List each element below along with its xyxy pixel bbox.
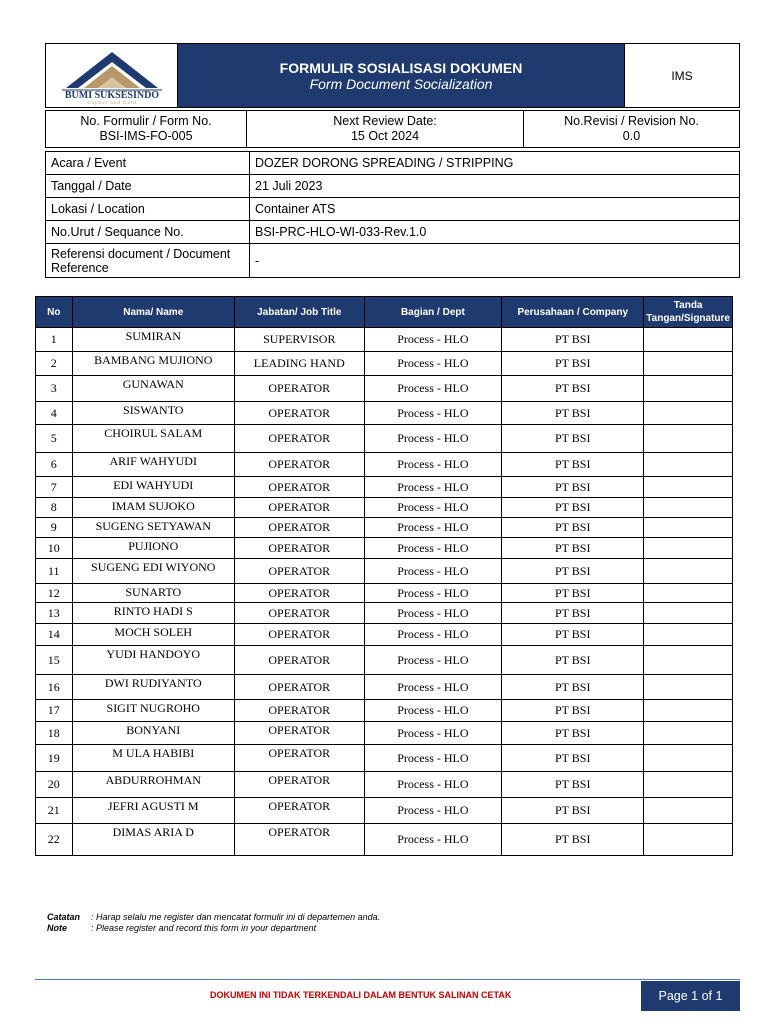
row-job-title: OPERATOR bbox=[234, 624, 364, 646]
info-row bbox=[46, 244, 740, 278]
row-signature bbox=[644, 603, 733, 624]
row-signature bbox=[644, 453, 733, 477]
table-row bbox=[36, 700, 733, 722]
row-job-title: OPERATOR bbox=[234, 603, 364, 624]
row-number: 3 bbox=[36, 376, 73, 402]
row-name: BONYANI bbox=[72, 722, 234, 745]
table-header-row bbox=[36, 297, 733, 328]
row-number: 18 bbox=[36, 722, 73, 745]
row-number: 16 bbox=[36, 675, 73, 700]
row-name: YUDI HANDOYO bbox=[72, 646, 234, 675]
row-dept: Process - HLO bbox=[364, 745, 502, 772]
row-job-title: OPERATOR bbox=[234, 675, 364, 700]
row-name: JEFRI AGUSTI M bbox=[72, 798, 234, 824]
row-number: 11 bbox=[36, 559, 73, 584]
row-name: RINTO HADI S bbox=[72, 603, 234, 624]
row-signature bbox=[644, 477, 733, 498]
info-row bbox=[46, 221, 740, 244]
row-company: PT BSI bbox=[502, 425, 644, 453]
row-signature bbox=[644, 722, 733, 745]
row-job-title: SUPERVISOR bbox=[234, 328, 364, 352]
table-row bbox=[36, 745, 733, 772]
row-company: PT BSI bbox=[502, 824, 644, 856]
table-row bbox=[36, 584, 733, 603]
row-dept: Process - HLO bbox=[364, 700, 502, 722]
row-number: 10 bbox=[36, 538, 73, 559]
row-name: SUGENG SETYAWAN bbox=[72, 518, 234, 538]
info-value: 21 Juli 2023 bbox=[250, 175, 740, 198]
row-signature bbox=[644, 376, 733, 402]
table-row bbox=[36, 477, 733, 498]
row-job-title: OPERATOR bbox=[234, 700, 364, 722]
note-label-en: Note bbox=[47, 923, 67, 933]
document-header bbox=[45, 43, 740, 108]
row-name: IMAM SUJOKO bbox=[72, 498, 234, 518]
row-job-title: OPERATOR bbox=[234, 518, 364, 538]
row-company: PT BSI bbox=[502, 603, 644, 624]
table-row bbox=[36, 624, 733, 646]
row-dept: Process - HLO bbox=[364, 559, 502, 584]
row-company: PT BSI bbox=[502, 646, 644, 675]
row-signature bbox=[644, 352, 733, 376]
row-dept: Process - HLO bbox=[364, 518, 502, 538]
form-number-cell bbox=[46, 111, 247, 147]
row-signature bbox=[644, 425, 733, 453]
row-company: PT BSI bbox=[502, 518, 644, 538]
row-name: SUGENG EDI WIYONO bbox=[72, 559, 234, 584]
row-dept: Process - HLO bbox=[364, 538, 502, 559]
row-job-title: OPERATOR bbox=[234, 453, 364, 477]
row-signature bbox=[644, 328, 733, 352]
table-row bbox=[36, 798, 733, 824]
row-number: 4 bbox=[36, 402, 73, 425]
row-job-title: OPERATOR bbox=[234, 824, 364, 856]
info-row bbox=[46, 198, 740, 221]
row-job-title: LEADING HAND bbox=[234, 352, 364, 376]
revision-number: 0.0 bbox=[622, 129, 641, 143]
table-row bbox=[36, 646, 733, 675]
row-name: SUMIRAN bbox=[72, 328, 234, 352]
row-job-title: OPERATOR bbox=[234, 798, 364, 824]
table-row bbox=[36, 824, 733, 856]
info-label: No.Urut / Sequance No. bbox=[46, 221, 250, 244]
row-number: 12 bbox=[36, 584, 73, 603]
row-dept: Process - HLO bbox=[364, 624, 502, 646]
row-job-title: OPERATOR bbox=[234, 477, 364, 498]
info-label: Acara / Event bbox=[46, 152, 250, 175]
info-value: - bbox=[250, 244, 740, 278]
row-dept: Process - HLO bbox=[364, 603, 502, 624]
row-signature bbox=[644, 798, 733, 824]
form-meta-row bbox=[45, 110, 740, 148]
row-number: 15 bbox=[36, 646, 73, 675]
row-number: 22 bbox=[36, 824, 73, 856]
row-dept: Process - HLO bbox=[364, 453, 502, 477]
table-row bbox=[36, 603, 733, 624]
row-dept: Process - HLO bbox=[364, 328, 502, 352]
row-company: PT BSI bbox=[502, 402, 644, 425]
table-row bbox=[36, 722, 733, 745]
row-number: 1 bbox=[36, 328, 73, 352]
review-date-cell bbox=[247, 111, 524, 147]
row-name: DIMAS ARIA D bbox=[72, 824, 234, 856]
row-number: 13 bbox=[36, 603, 73, 624]
table-row bbox=[36, 402, 733, 425]
row-job-title: OPERATOR bbox=[234, 538, 364, 559]
review-date: 15 Oct 2024 bbox=[350, 129, 420, 143]
row-dept: Process - HLO bbox=[364, 477, 502, 498]
row-number: 14 bbox=[36, 624, 73, 646]
revision-cell bbox=[524, 111, 739, 147]
row-dept: Process - HLO bbox=[364, 425, 502, 453]
row-company: PT BSI bbox=[502, 477, 644, 498]
row-dept: Process - HLO bbox=[364, 722, 502, 745]
row-job-title: OPERATOR bbox=[234, 559, 364, 584]
note-text-id: : Harap selalu me register dan mencatat formulir ini di departemen anda. bbox=[91, 912, 381, 922]
col-header-signature: Tanda Tangan/Signature bbox=[644, 297, 733, 328]
attendance-table bbox=[35, 296, 733, 856]
row-company: PT BSI bbox=[502, 376, 644, 402]
row-job-title: OPERATOR bbox=[234, 646, 364, 675]
row-number: 7 bbox=[36, 477, 73, 498]
row-number: 17 bbox=[36, 700, 73, 722]
uncontrolled-copy-disclaimer: DOKUMEN INI TIDAK TERKENDALI DALAM BENTUK SALINAN CETAK bbox=[210, 990, 512, 1000]
row-number: 2 bbox=[36, 352, 73, 376]
row-company: PT BSI bbox=[502, 584, 644, 603]
row-dept: Process - HLO bbox=[364, 376, 502, 402]
row-job-title: OPERATOR bbox=[234, 498, 364, 518]
row-signature bbox=[644, 402, 733, 425]
row-signature bbox=[644, 745, 733, 772]
row-name: MOCH SOLEH bbox=[72, 624, 234, 646]
form-number: BSI-IMS-FO-005 bbox=[99, 129, 193, 143]
row-signature bbox=[644, 824, 733, 856]
company-tagline: Copper and Gold bbox=[86, 99, 137, 105]
row-signature bbox=[644, 498, 733, 518]
row-company: PT BSI bbox=[502, 453, 644, 477]
row-company: PT BSI bbox=[502, 538, 644, 559]
row-name: SUNARTO bbox=[72, 584, 234, 603]
row-company: PT BSI bbox=[502, 722, 644, 745]
row-number: 6 bbox=[36, 453, 73, 477]
note-text-en: : Please register and record this form in your department bbox=[91, 923, 317, 933]
row-signature bbox=[644, 518, 733, 538]
row-job-title: OPERATOR bbox=[234, 584, 364, 603]
col-header-job: Jabatan/ Job Title bbox=[234, 297, 364, 328]
company-logo bbox=[46, 44, 178, 107]
title-block bbox=[178, 44, 625, 107]
info-label: Tanggal / Date bbox=[46, 175, 250, 198]
row-company: PT BSI bbox=[502, 675, 644, 700]
table-row bbox=[36, 453, 733, 477]
row-dept: Process - HLO bbox=[364, 402, 502, 425]
row-name: GUNAWAN bbox=[72, 376, 234, 402]
row-dept: Process - HLO bbox=[364, 824, 502, 856]
row-name: CHOIRUL SALAM bbox=[72, 425, 234, 453]
row-signature bbox=[644, 700, 733, 722]
row-company: PT BSI bbox=[502, 624, 644, 646]
row-job-title: OPERATOR bbox=[234, 425, 364, 453]
row-number: 20 bbox=[36, 772, 73, 798]
info-value: Container ATS bbox=[250, 198, 740, 221]
form-note bbox=[47, 912, 380, 934]
info-row bbox=[46, 152, 740, 175]
row-job-title: OPERATOR bbox=[234, 745, 364, 772]
row-name: BAMBANG MUJIONO bbox=[72, 352, 234, 376]
info-row bbox=[46, 175, 740, 198]
table-row bbox=[36, 352, 733, 376]
row-job-title: OPERATOR bbox=[234, 402, 364, 425]
row-company: PT BSI bbox=[502, 328, 644, 352]
row-dept: Process - HLO bbox=[364, 675, 502, 700]
table-row bbox=[36, 328, 733, 352]
document-title: FORMULIR SOSIALISASI DOKUMEN bbox=[279, 59, 523, 76]
table-row bbox=[36, 498, 733, 518]
row-signature bbox=[644, 559, 733, 584]
table-row bbox=[36, 559, 733, 584]
table-row bbox=[36, 772, 733, 798]
row-company: PT BSI bbox=[502, 352, 644, 376]
row-number: 19 bbox=[36, 745, 73, 772]
company-name: BUMI SUKSESINDO bbox=[64, 89, 159, 101]
row-signature bbox=[644, 584, 733, 603]
footer-divider bbox=[35, 979, 740, 980]
row-job-title: OPERATOR bbox=[234, 722, 364, 745]
col-header-dept: Bagian / Dept bbox=[364, 297, 502, 328]
row-signature bbox=[644, 538, 733, 559]
system-label: IMS bbox=[671, 68, 693, 83]
row-number: 21 bbox=[36, 798, 73, 824]
row-name: ABDURROHMAN bbox=[72, 772, 234, 798]
table-row bbox=[36, 425, 733, 453]
row-dept: Process - HLO bbox=[364, 498, 502, 518]
row-name: PUJIONO bbox=[72, 538, 234, 559]
info-value: DOZER DORONG SPREADING / STRIPPING bbox=[250, 152, 740, 175]
row-name: SIGIT NUGROHO bbox=[72, 700, 234, 722]
form-number-label: No. Formulir / Form No. bbox=[80, 114, 212, 128]
row-dept: Process - HLO bbox=[364, 772, 502, 798]
row-dept: Process - HLO bbox=[364, 646, 502, 675]
row-name: EDI WAHYUDI bbox=[72, 477, 234, 498]
row-dept: Process - HLO bbox=[364, 584, 502, 603]
info-label: Referensi document / Document Reference bbox=[46, 244, 250, 278]
row-name: DWI RUDIYANTO bbox=[72, 675, 234, 700]
row-name: ARIF WAHYUDI bbox=[72, 453, 234, 477]
row-signature bbox=[644, 675, 733, 700]
info-value: BSI-PRC-HLO-WI-033-Rev.1.0 bbox=[250, 221, 740, 244]
row-signature bbox=[644, 624, 733, 646]
table-row bbox=[36, 538, 733, 559]
row-company: PT BSI bbox=[502, 498, 644, 518]
row-company: PT BSI bbox=[502, 700, 644, 722]
row-company: PT BSI bbox=[502, 772, 644, 798]
row-number: 8 bbox=[36, 498, 73, 518]
col-header-name: Nama/ Name bbox=[72, 297, 234, 328]
row-dept: Process - HLO bbox=[364, 352, 502, 376]
row-company: PT BSI bbox=[502, 745, 644, 772]
revision-label: No.Revisi / Revision No. bbox=[564, 114, 699, 128]
table-row bbox=[36, 518, 733, 538]
row-job-title: OPERATOR bbox=[234, 772, 364, 798]
row-number: 9 bbox=[36, 518, 73, 538]
row-name: M ULA HABIBI bbox=[72, 745, 234, 772]
note-label-id: Catatan bbox=[47, 912, 81, 922]
row-number: 5 bbox=[36, 425, 73, 453]
row-signature bbox=[644, 646, 733, 675]
review-date-label: Next Review Date: bbox=[333, 114, 437, 128]
row-company: PT BSI bbox=[502, 559, 644, 584]
row-name: SISWANTO bbox=[72, 402, 234, 425]
table-row bbox=[36, 376, 733, 402]
row-dept: Process - HLO bbox=[364, 798, 502, 824]
table-row bbox=[36, 675, 733, 700]
row-company: PT BSI bbox=[502, 798, 644, 824]
col-header-company: Perusahaan / Company bbox=[502, 297, 644, 328]
document-subtitle: Form Document Socialization bbox=[309, 75, 493, 92]
row-job-title: OPERATOR bbox=[234, 376, 364, 402]
row-signature bbox=[644, 772, 733, 798]
info-label: Lokasi / Location bbox=[46, 198, 250, 221]
event-info-table bbox=[45, 151, 740, 278]
col-header-no: No bbox=[36, 297, 73, 328]
page-indicator: Page 1 of 1 bbox=[641, 981, 740, 1011]
